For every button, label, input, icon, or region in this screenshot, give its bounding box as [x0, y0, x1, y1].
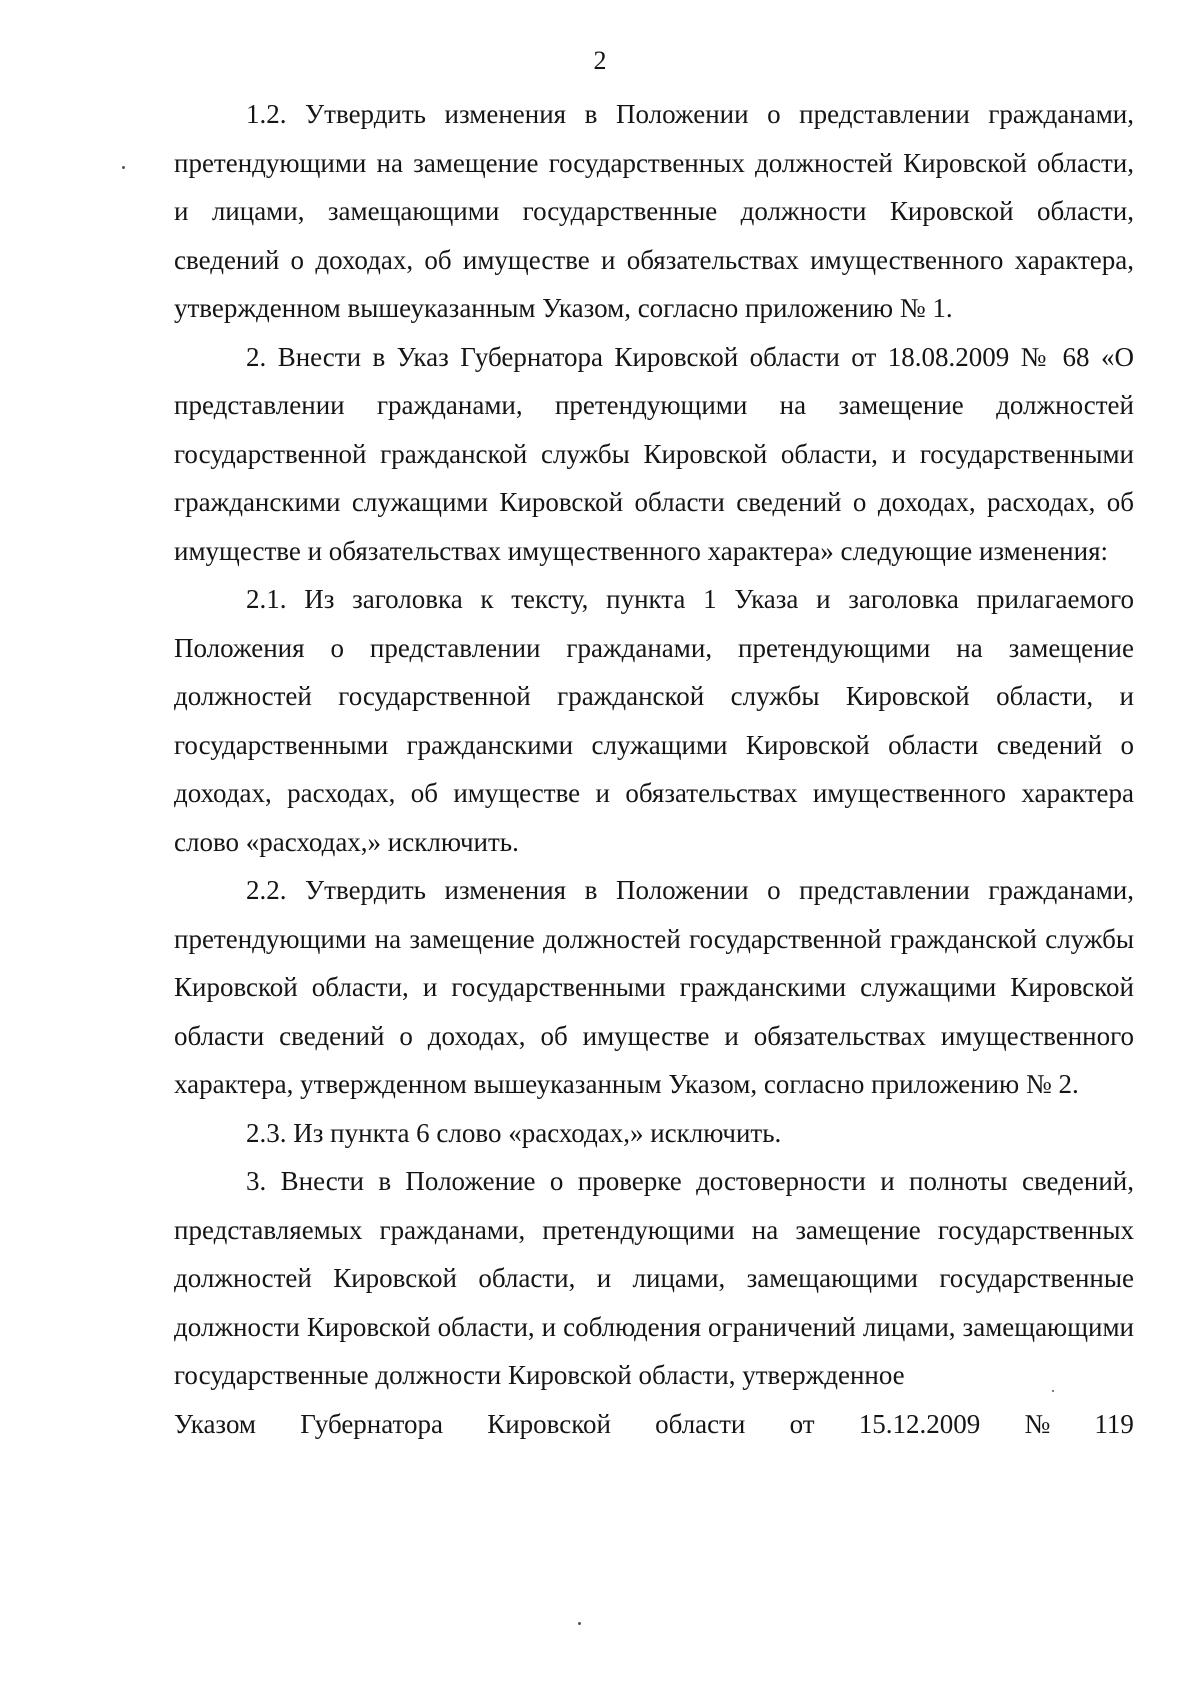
scan-speck	[1052, 1390, 1054, 1392]
word: области	[655, 1408, 746, 1439]
scan-speck	[122, 166, 125, 169]
word: Губернатора	[300, 1408, 443, 1439]
word: 15.12.2009	[858, 1408, 981, 1439]
paragraph-2-2: 2.2. Утвердить изменения в Положении о представлении гражданами, претендующими на замещение должностей государственной гражданской службы Кировской области, и государственными гражданскими служащими Кировской области сведений о доходах, об имуществе и обязательствах имущественного характера, утвержденном вышеуказанным Указом, согласно приложению № 2.	[174, 875, 1134, 1099]
paragraph-1-2: 1.2. Утвердить изменения в Положении о представлении гражданами, претендующими на замещение государственных должностей Кировской области, и лицами, замещающими государственные должности Кировской области, сведений о доходах, об имуществе и обязательствах имущественного характера, утвержденном вышеуказанным Указом, согласно приложению № 1.	[174, 99, 1134, 323]
paragraph-3-continuation	[174, 1400, 1134, 1449]
paragraph-3: 3. Внести в Положение о проверке достоверности и полноты сведений, представляемых гражданами, претендующими на замещение государственных должностей Кировской области, и лицами, замещающими государственные должности Кировской области, и соблюдения ограничений лицами, замещающими государственные должности Кировской области, утвержденное	[174, 1166, 1134, 1390]
document-body	[174, 90, 1134, 1448]
word: от	[789, 1408, 815, 1439]
paragraph-2-3: 2.3. Из пункта 6 слово «расходах,» исключить.	[246, 1117, 782, 1148]
paragraph-2: 2. Внести в Указ Губернатора Кировской области от 18.08.2009 № 68 «О представлении гражданами, претендующими на замещение должностей государственной гражданской службы Кировской области, и государственными гражданскими служащими Кировской области сведений о доходах, расходах, об имуществе и обязательствах имущественного характера» следующие изменения:	[174, 341, 1134, 566]
word: Указом	[174, 1408, 257, 1439]
word: 119	[1094, 1408, 1134, 1439]
paragraph-2-1: 2.1. Из заголовка к тексту, пункта 1 Указа и заголовка прилагаемого Положения о представлении гражданами, претендующими на замещение должностей государственной гражданской службы Кировской области, и государственными гражданскими служащими Кировской области сведений о доходах, расходах, об имуществе и обязательствах имущественного характера слово «расходах,» исключить.	[174, 584, 1134, 857]
word: №	[1024, 1408, 1051, 1439]
page-number: 2	[593, 46, 607, 75]
word: Кировской	[487, 1408, 611, 1439]
scan-speck	[578, 1622, 581, 1625]
